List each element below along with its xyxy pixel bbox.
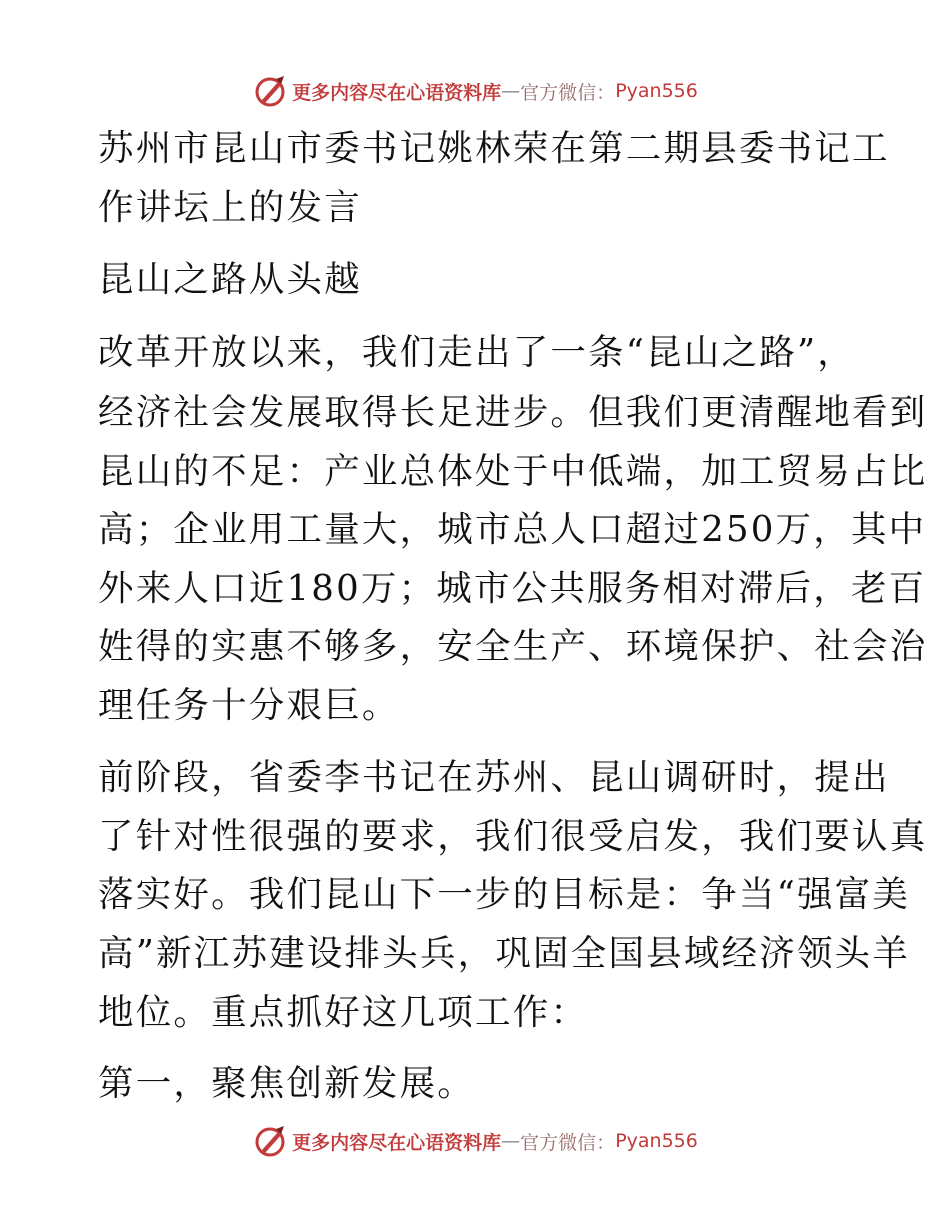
watermark-official-label: 官方微信： [520, 1131, 616, 1154]
paragraph-2-line-4: 高”新江苏建设排头兵，巩固全国县域经济领头羊 [98, 933, 911, 974]
document-subtitle: 昆山之路从头越 [98, 259, 362, 300]
paragraph-1-line-3: 昆山的不足：产业总体处于中低端，加工贸易占比 [98, 451, 928, 492]
watermark-official-label: 官方微信： [520, 81, 616, 104]
watermark-wechat-id: Pyan556 [615, 80, 698, 102]
paragraph-2-line-3: 落实好。我们昆山下一步的目标是：争当“强富美 [98, 874, 911, 915]
paragraph-3-line-1: 第一，聚焦创新发展。 [98, 1063, 476, 1104]
watermark-text: 更多内容尽在心语资料库 [292, 81, 502, 104]
paragraph-1-line-4: 高；企业用工量大，城市总人口超过250万，其中 [98, 509, 927, 550]
watermark-dash: — [501, 1130, 521, 1152]
paragraph-2-line-2: 了针对性很强的要求，我们很受启发，我们要认真 [98, 816, 928, 857]
header-watermark [0, 71, 950, 111]
paragraph-1-line-6: 姓得的实惠不够多，安全生产、环境保护、社会治 [98, 626, 928, 667]
watermark-wechat-id: Pyan556 [615, 1130, 698, 1152]
watermark-dash: — [501, 80, 521, 102]
quill-pen-seal-icon [252, 73, 288, 109]
quill-pen-seal-icon [252, 1123, 288, 1159]
paragraph-2-line-1: 前阶段，省委李书记在苏州、昆山调研时，提出 [98, 757, 890, 798]
paragraph-1-line-2: 经济社会发展取得长足进步。但我们更清醒地看到 [98, 392, 928, 433]
document-title-line-2: 作讲坛上的发言 [98, 187, 362, 228]
paragraph-2-line-5: 地位。重点抓好这几项工作： [98, 992, 589, 1033]
paragraph-1-line-7: 理任务十分艰巨。 [98, 685, 400, 726]
document-title-line-1: 苏州市昆山市委书记姚林荣在第二期县委书记工 [98, 128, 890, 169]
watermark-text: 更多内容尽在心语资料库 [292, 1131, 502, 1154]
footer-watermark [0, 1121, 950, 1161]
paragraph-1-line-1: 改革开放以来，我们走出了一条“昆山之路”， [98, 332, 855, 373]
paragraph-1-line-5: 外来人口近180万；城市公共服务相对滞后，老百 [98, 568, 927, 609]
